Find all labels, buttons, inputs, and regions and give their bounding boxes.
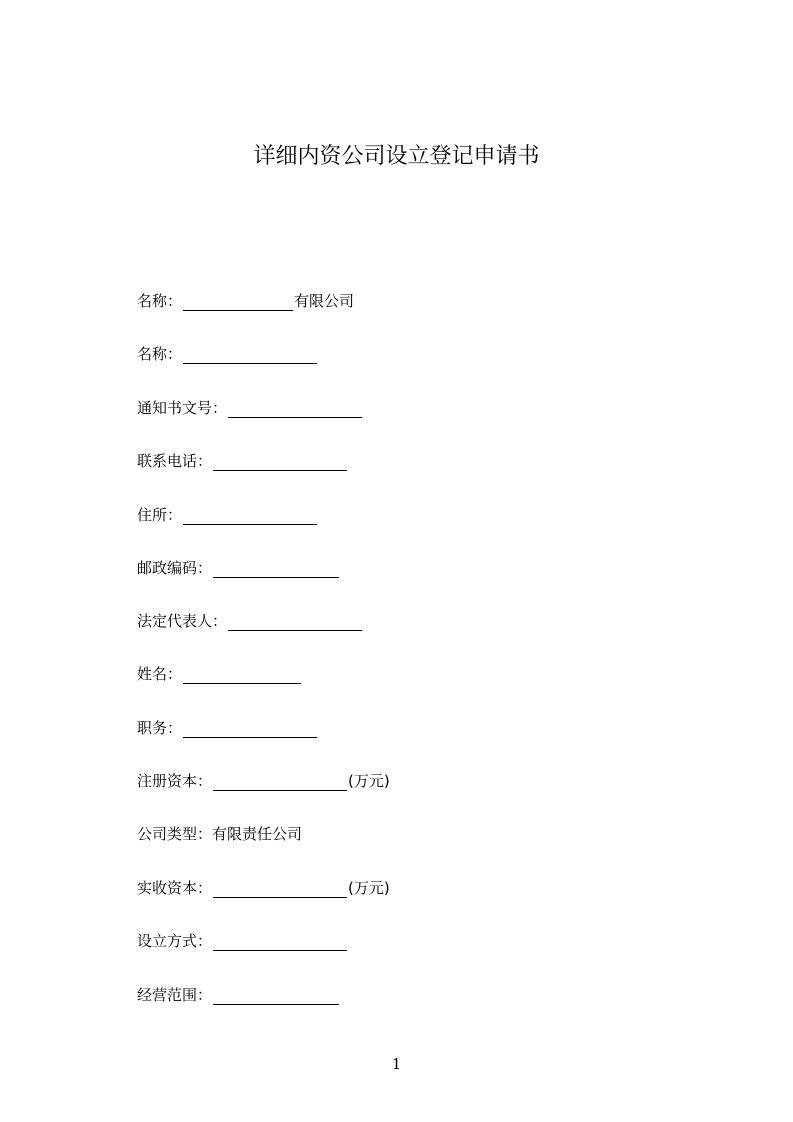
fill-in-blank[interactable] [213,934,347,951]
field-label: 名称： [137,292,183,310]
field-notice-number [137,398,363,418]
field-suffix: (万元) [348,879,390,897]
field-name [137,344,318,364]
field-label: 通知书文号： [137,399,228,417]
fill-in-blank[interactable] [183,508,317,525]
page-number: 1 [391,1055,402,1073]
field-legal-representative [137,611,363,631]
field-label: 法定代表人： [137,612,228,630]
field-position [137,718,318,738]
fill-in-blank[interactable] [228,401,362,418]
fill-in-blank[interactable] [228,614,362,631]
fill-in-blank[interactable] [213,881,347,898]
fill-in-blank[interactable] [183,347,317,364]
fill-in-blank[interactable] [213,454,347,471]
fill-in-blank[interactable] [213,561,339,578]
field-label: 公司类型：有限责任公司 [137,825,303,843]
field-company-name [137,291,354,311]
field-business-scope [137,985,340,1005]
field-company-type [137,824,302,844]
field-suffix: 有限公司 [294,292,355,310]
field-address [137,505,318,525]
document-title: 详细内资公司设立登记申请书 [253,144,540,169]
field-label: 名称： [137,345,183,363]
fill-in-blank[interactable] [213,988,339,1005]
field-label: 注册资本： [137,772,213,790]
field-label: 住所： [137,506,183,524]
field-label: 邮政编码： [137,559,213,577]
field-label: 职务： [137,719,183,737]
field-label: 实收资本： [137,879,213,897]
field-contact-phone [137,451,348,471]
field-label: 联系电话： [137,452,213,470]
field-person-name [137,664,302,684]
fill-in-blank[interactable] [183,721,317,738]
fill-in-blank[interactable] [183,294,293,311]
field-label: 姓名： [137,665,183,683]
fill-in-blank[interactable] [213,774,347,791]
field-paid-in-capital [137,878,390,898]
field-registered-capital [137,771,390,791]
field-postal-code [137,558,340,578]
field-suffix: (万元) [348,772,390,790]
field-establishment-method [137,931,348,951]
fill-in-blank[interactable] [183,667,301,684]
field-label: 设立方式： [137,932,213,950]
field-label: 经营范围： [137,986,213,1004]
